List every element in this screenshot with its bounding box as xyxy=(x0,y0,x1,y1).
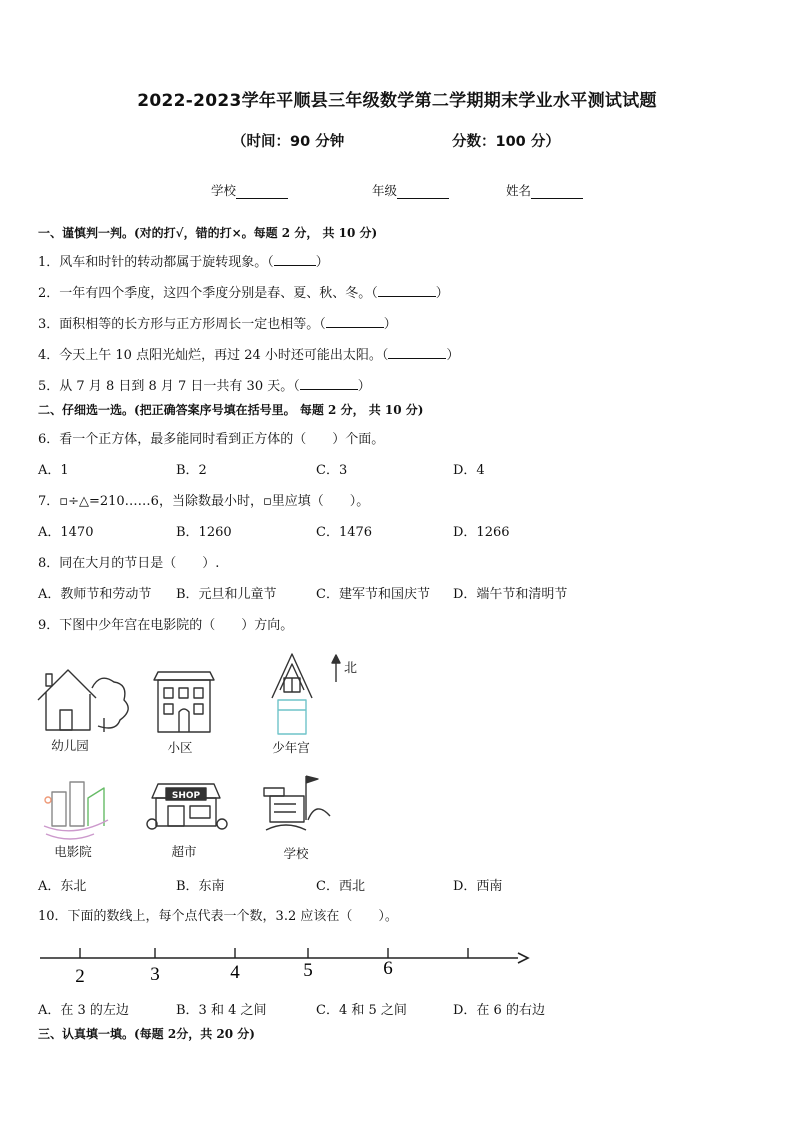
question-3: 3．面积相等的长方形与正方形周长一定也相等。（ ） xyxy=(38,317,397,332)
q6-option-b: B．2 xyxy=(176,463,207,478)
q10-option-a: A．在 3 的左边 xyxy=(38,1003,129,1018)
exam-time: （时间：90 分钟 xyxy=(232,134,345,150)
cinema-icon xyxy=(44,782,108,839)
question-10: 10．下面的数线上，每个点代表一个数，3.2 应该在（ ）。 xyxy=(38,909,398,924)
number-line xyxy=(38,940,538,990)
tick-label-6: 6 xyxy=(383,958,393,979)
question-2: 2．一年有四个季度，这四个季度分别是春、夏、秋、冬。（ ） xyxy=(38,286,449,301)
kindergarten-icon xyxy=(38,670,128,732)
grade-field xyxy=(372,181,449,199)
question-4: 4．今天上午 10 点阳光灿烂，再过 24 小时还可能出太阳。（ ） xyxy=(38,348,460,363)
q8-option-c: C．建军节和国庆节 xyxy=(316,587,430,602)
label-residential: 小区 xyxy=(167,740,193,755)
q8-option-b: B．元旦和儿童节 xyxy=(176,587,277,602)
grade-label: 年级 xyxy=(372,183,398,198)
label-cinema: 电影院 xyxy=(54,844,92,859)
label-supermarket: 超市 xyxy=(171,844,197,859)
tick-label-2: 2 xyxy=(75,966,85,987)
page-title: 2022-2023学年平顺县三年级数学第二学期期末学业水平测试试题 xyxy=(137,91,657,111)
tick-label-4: 4 xyxy=(230,962,240,983)
school-label: 学校 xyxy=(211,183,237,198)
north-label: 北 xyxy=(344,661,358,676)
school-icon xyxy=(264,776,330,830)
q9-option-c: C．西北 xyxy=(316,879,365,894)
answer-blank-5 xyxy=(300,377,358,390)
residential-building-icon xyxy=(154,672,214,732)
q6-option-a: A．1 xyxy=(38,463,69,478)
q7-option-b: B．1260 xyxy=(176,525,232,540)
answer-blank-2 xyxy=(378,284,436,297)
name-field xyxy=(506,181,583,199)
grade-blank xyxy=(397,185,449,199)
q8-option-d: D．端午节和清明节 xyxy=(453,587,568,602)
q10-option-b: B．3 和 4 之间 xyxy=(176,1003,267,1018)
question-1: 1．风车和时针的转动都属于旋转现象。（ ） xyxy=(38,255,329,270)
question-6: 6．看一个正方体，最多能同时看到正方体的（ ）个面。 xyxy=(38,432,385,447)
question-7: 7．▫÷△=210……6，当除数最小时，▫里应填（ ）。 xyxy=(38,494,370,509)
name-blank xyxy=(531,185,583,199)
label-kindergarten: 幼儿园 xyxy=(51,738,89,753)
question-8: 8．同在大月的节日是（ ）. xyxy=(38,556,220,571)
shop-sign-text: SHOP xyxy=(171,791,201,801)
school-field xyxy=(211,181,288,199)
answer-blank-1 xyxy=(274,253,316,266)
question-9: 9．下图中少年宫在电影院的（ ）方向。 xyxy=(38,618,294,633)
youth-palace-icon xyxy=(272,654,312,734)
tick-label-3: 3 xyxy=(150,964,160,985)
q8-option-a: A．教师节和劳动节 xyxy=(38,587,152,602)
q7-option-d: D．1266 xyxy=(453,525,510,540)
name-label: 姓名 xyxy=(506,183,532,198)
q9-option-a: A．东北 xyxy=(38,879,87,894)
school-blank xyxy=(236,185,288,199)
tick-label-5: 5 xyxy=(303,960,313,981)
section-3-heading: 三、认真填一填。(每题 2分，共 20 分) xyxy=(38,1027,255,1041)
exam-score: 分数：100 分） xyxy=(452,134,560,150)
q9-option-d: D．西南 xyxy=(453,879,503,894)
label-school: 学校 xyxy=(283,846,309,861)
q7-option-a: A．1470 xyxy=(38,525,94,540)
north-arrow-icon xyxy=(332,655,340,682)
q10-option-c: C．4 和 5 之间 xyxy=(316,1003,407,1018)
q7-option-c: C．1476 xyxy=(316,525,373,540)
q9-option-b: B．东南 xyxy=(176,879,225,894)
q6-option-c: C．3 xyxy=(316,463,348,478)
label-youth-palace: 少年宫 xyxy=(272,740,310,755)
question-5: 5．从 7 月 8 日到 8 月 7 日一共有 30 天。（ ） xyxy=(38,379,371,394)
q10-option-d: D．在 6 的右边 xyxy=(453,1003,545,1018)
section-1-heading: 一、谨慎判一判。(对的打√，错的打×。每题 2 分， 共 10 分) xyxy=(38,226,378,240)
section-2-heading: 二、仔细选一选。(把正确答案序号填在括号里。 每题 2 分， 共 10 分) xyxy=(38,403,424,417)
answer-blank-3 xyxy=(326,315,384,328)
answer-blank-4 xyxy=(388,346,446,359)
q6-option-d: D．4 xyxy=(453,463,485,478)
